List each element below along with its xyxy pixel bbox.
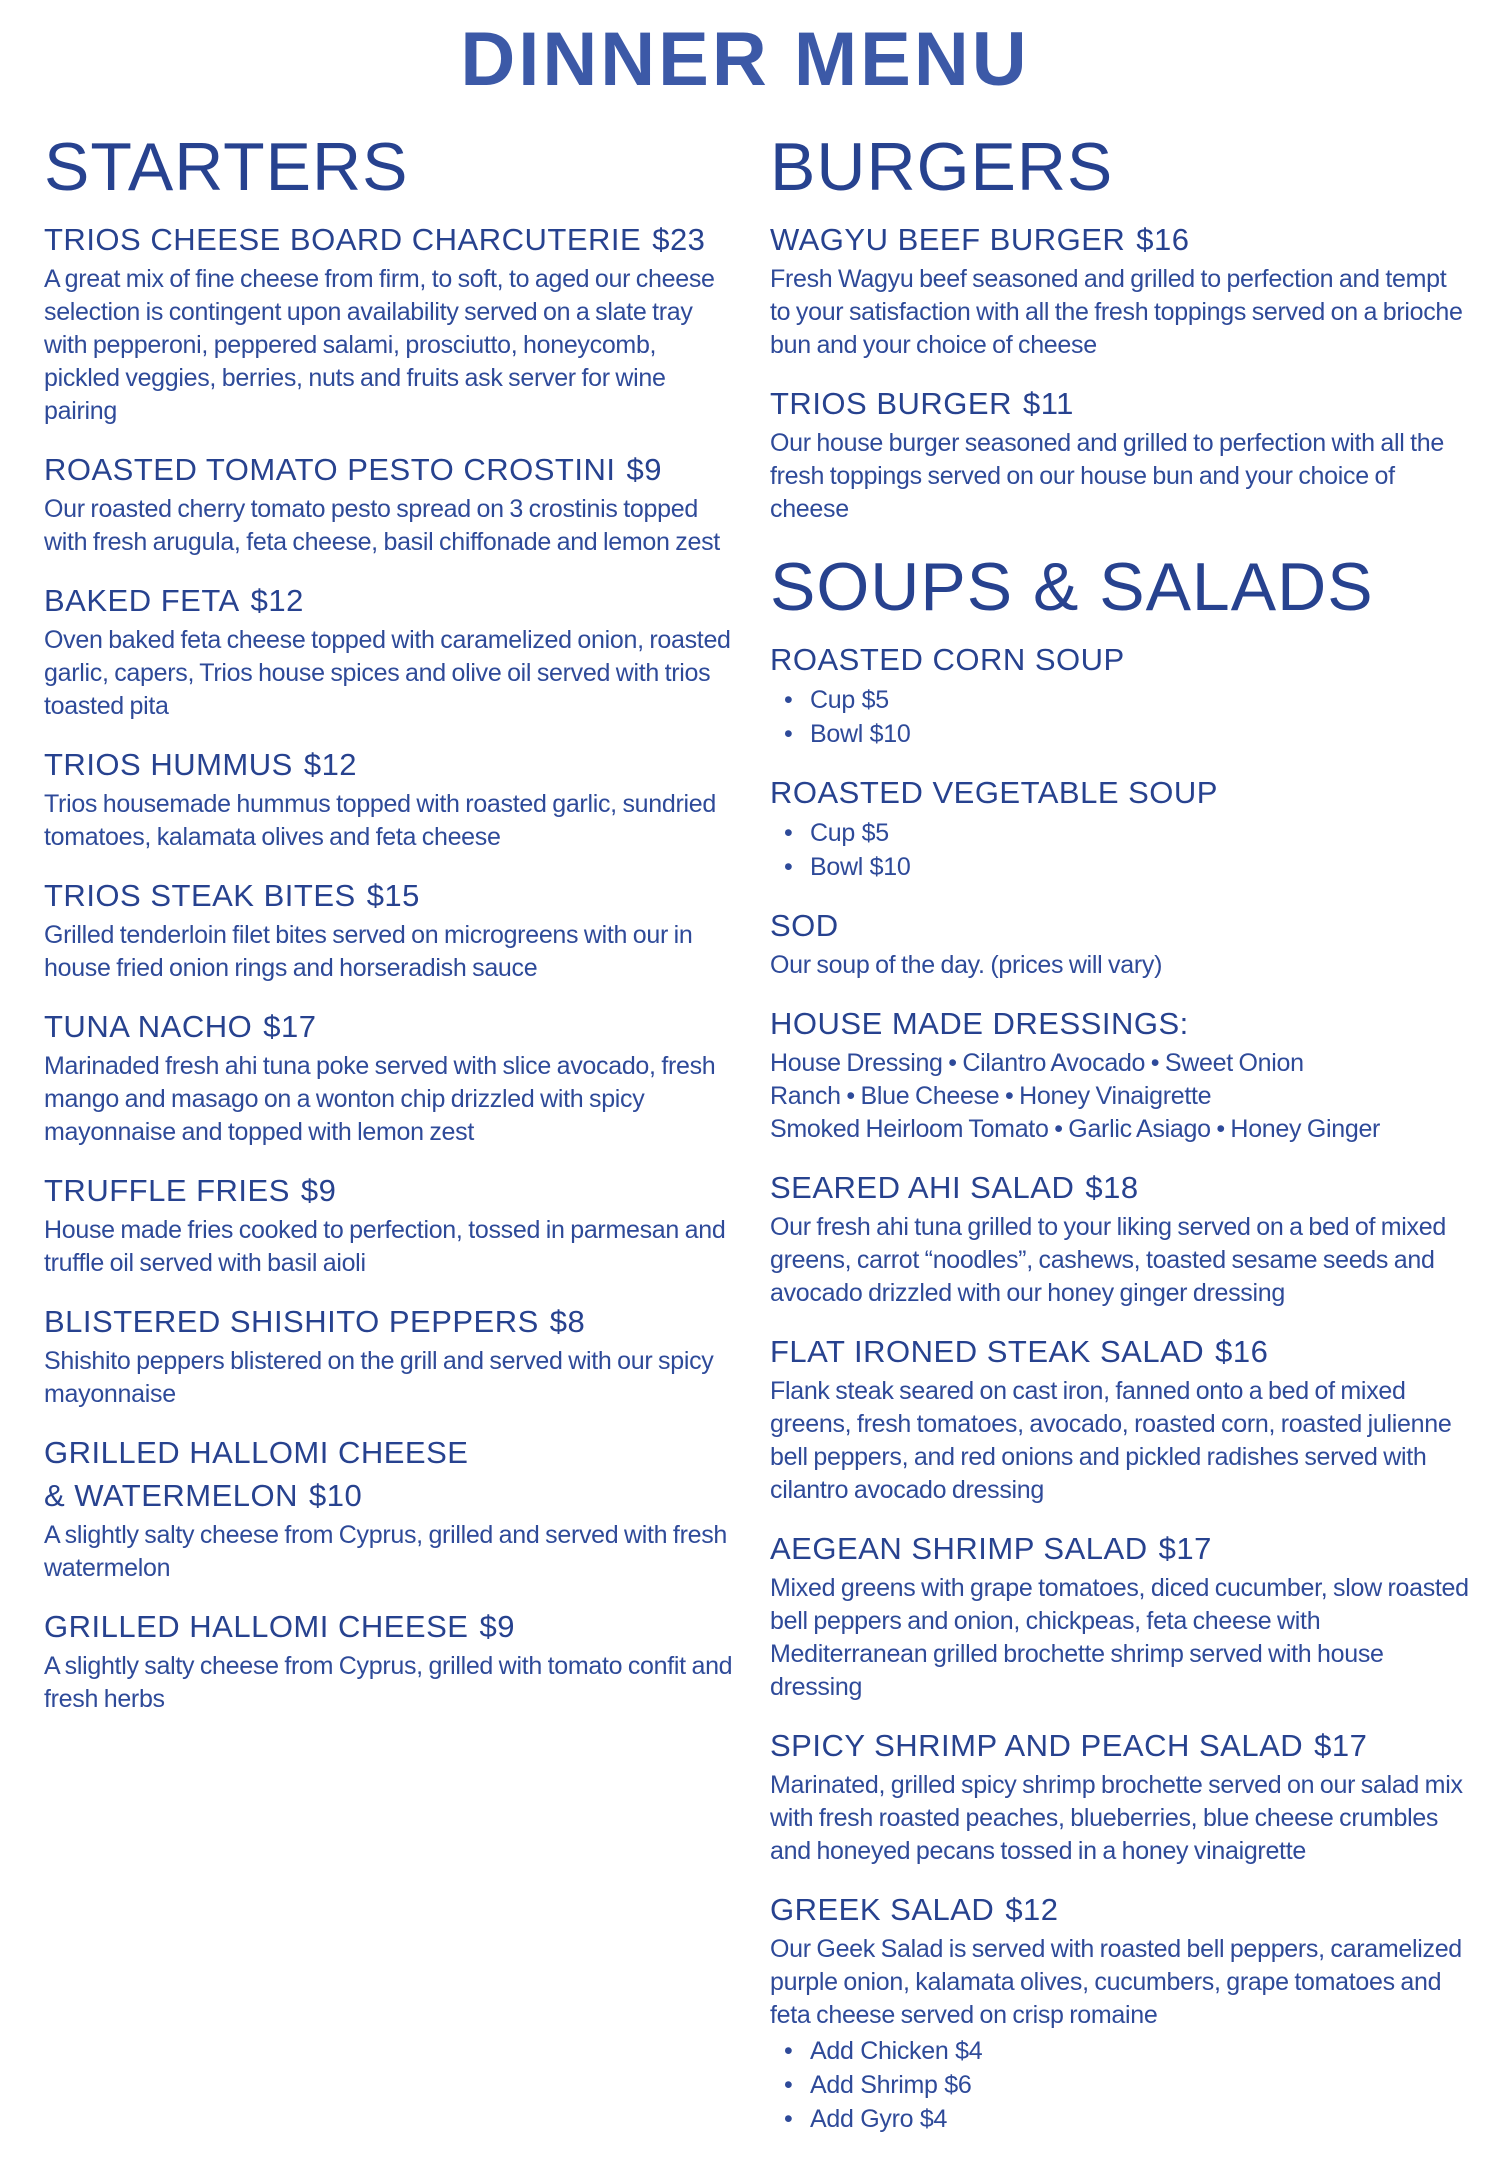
item-options-list xyxy=(770,683,1470,751)
item-name-text: ROASTED TOMATO PESTO CROSTINI xyxy=(44,452,616,487)
item-name xyxy=(44,1007,734,1047)
item-option: • Add Gyro $4 xyxy=(770,2102,1470,2136)
menu-section-burgers xyxy=(770,128,1470,526)
item-price: $12 xyxy=(250,583,304,618)
menu-item xyxy=(770,1168,1470,1310)
item-name xyxy=(770,1529,1470,1569)
item-name xyxy=(44,1607,734,1647)
item-price: $12 xyxy=(1005,1892,1059,1927)
menu-item xyxy=(44,1007,734,1149)
item-description: Marinaded fresh ahi tuna poke served with slice avocado, fresh mango and masago on a wonton chip drizzled with spicy mayonnaise and topped with lemon zest xyxy=(44,1052,716,1146)
item-name xyxy=(770,220,1470,260)
item-price: $18 xyxy=(1085,1170,1139,1205)
item-description: Fresh Wagyu beef seasoned and grilled to perfection and tempt to your satisfaction with all the fresh toppings served on a brioche bun and your choice of cheese xyxy=(770,265,1463,359)
item-price: $16 xyxy=(1215,1334,1269,1369)
item-description: Mixed greens with grape tomatoes, diced cucumber, slow roasted bell peppers and onion, chickpeas, feta cheese with Mediterranean grilled brochette shrimp served with house dressing xyxy=(770,1574,1469,1701)
item-price: $23 xyxy=(652,222,706,257)
item-name-text: TRIOS BURGER xyxy=(770,386,1012,421)
dinner-menu-page xyxy=(0,16,1490,2133)
item-description: Our Geek Salad is served with roasted bell peppers, caramelized purple onion, kalamata olives, cucumbers, grape tomatoes and feta cheese served on crisp romaine xyxy=(770,1935,1462,2029)
item-name xyxy=(770,384,1470,424)
menu-item xyxy=(770,220,1470,362)
item-description: Our soup of the day. (prices will vary) xyxy=(770,951,1163,979)
item-price: $12 xyxy=(303,747,358,782)
item-description: Shishito peppers blistered on the grill and served with our spicy mayonnaise xyxy=(44,1347,714,1408)
menu-item xyxy=(770,1004,1470,1146)
menu-item xyxy=(44,745,734,854)
item-description: Our house burger seasoned and grilled to perfection with all the fresh toppings served on our house bun and your choice of cheese xyxy=(770,429,1445,523)
item-name xyxy=(44,1302,734,1342)
item-name-line2 xyxy=(44,1476,734,1516)
item-name xyxy=(44,1171,734,1211)
item-name xyxy=(44,1433,734,1473)
item-name-text: & WATERMELON xyxy=(44,1478,299,1513)
item-name xyxy=(44,220,734,260)
item-price: $16 xyxy=(1136,222,1190,257)
item-option: • Cup $5 xyxy=(770,816,1470,850)
right-column xyxy=(770,128,1470,2158)
item-name-text: GRILLED HALLOMI CHEESE xyxy=(44,1609,469,1644)
section-heading-starters: STARTERS xyxy=(44,129,409,205)
item-description-line: Smoked Heirloom Tomato • Garlic Asiago • Honey Ginger xyxy=(770,1115,1381,1143)
item-option: • Add Shrimp $6 xyxy=(770,2068,1470,2102)
item-name xyxy=(770,1890,1470,1930)
item-name-text: BAKED FETA xyxy=(44,583,240,618)
item-name-text: BLISTERED SHISHITO PEPPERS xyxy=(44,1304,539,1339)
item-name xyxy=(770,906,1470,946)
item-name-text: ROASTED CORN SOUP xyxy=(770,642,1125,677)
item-description: House made fries cooked to perfection, tossed in parmesan and truffle oil served with basil aioli xyxy=(44,1216,726,1277)
item-option: • Cup $5 xyxy=(770,683,1470,717)
item-description-line: House Dressing • Cilantro Avocado • Sweet Onion xyxy=(770,1049,1304,1077)
item-option: • Bowl $10 xyxy=(770,850,1470,884)
menu-columns xyxy=(0,128,1490,2158)
item-description: A great mix of fine cheese from firm, to soft, to aged our cheese selection is contingent upon availability served on a slate tray with pepperoni, peppered salami, prosciutto, honeycomb, pickled veggies, berries, nuts and fruits ask server for wine pairing xyxy=(44,265,715,425)
item-name xyxy=(44,450,734,490)
item-name-text: GRILLED HALLOMI CHEESE xyxy=(44,1435,469,1470)
item-name xyxy=(770,1726,1470,1766)
section-heading-soups-salads: SOUPS & SALADS xyxy=(770,549,1374,625)
menu-item xyxy=(770,1890,1470,2136)
menu-section-soups-salads xyxy=(770,548,1470,2136)
item-description: Trios housemade hummus topped with roasted garlic, sundried tomatoes, kalamata olives and feta cheese xyxy=(44,790,716,851)
item-name xyxy=(770,640,1470,680)
menu-item xyxy=(770,906,1470,982)
item-name-text: TRIOS HUMMUS xyxy=(44,747,293,782)
item-name xyxy=(770,1168,1470,1208)
item-description-line: Ranch • Blue Cheese • Honey Vinaigrette xyxy=(770,1082,1212,1110)
item-description: Our fresh ahi tuna grilled to your liking served on a bed of mixed greens, carrot “noodles”, cashews, toasted sesame seeds and avocado drizzled with our honey ginger dressing xyxy=(770,1213,1446,1307)
item-description: Marinated, grilled spicy shrimp brochette served on our salad mix with fresh roasted peaches, blueberries, blue cheese crumbles and honeyed pecans tossed in a honey vinaigrette xyxy=(770,1771,1463,1865)
item-description: Our roasted cherry tomato pesto spread on 3 crostinis topped with fresh arugula, feta cheese, basil chiffonade and lemon zest xyxy=(44,495,720,556)
item-name-text: SPICY SHRIMP AND PEACH SALAD xyxy=(770,1728,1304,1763)
item-description: A slightly salty cheese from Cyprus, grilled with tomato confit and fresh herbs xyxy=(44,1652,733,1713)
menu-item xyxy=(44,1171,734,1280)
page-title: DINNER MENU xyxy=(460,17,1030,102)
item-name-text: TUNA NACHO xyxy=(44,1009,253,1044)
item-name-text: TRIOS STEAK BITES xyxy=(44,878,356,913)
item-price: $17 xyxy=(1314,1728,1368,1763)
menu-item xyxy=(770,773,1470,884)
item-price: $17 xyxy=(1158,1531,1212,1566)
item-name xyxy=(44,745,734,785)
item-name xyxy=(770,773,1470,813)
item-option: • Add Chicken $4 xyxy=(770,2034,1470,2068)
item-name-text: AEGEAN SHRIMP SALAD xyxy=(770,1531,1148,1566)
menu-item xyxy=(770,640,1470,751)
item-price: $9 xyxy=(300,1173,337,1208)
item-name-text: TRIOS CHEESE BOARD CHARCUTERIE xyxy=(44,222,642,257)
item-price: $15 xyxy=(366,878,420,913)
menu-item xyxy=(44,1607,734,1716)
item-price: $10 xyxy=(309,1478,363,1513)
menu-item xyxy=(770,384,1470,526)
menu-item xyxy=(44,581,734,723)
item-price: $17 xyxy=(263,1009,317,1044)
item-name-text: WAGYU BEEF BURGER xyxy=(770,222,1126,257)
menu-item xyxy=(44,1433,734,1585)
item-description: Oven baked feta cheese topped with caramelized onion, roasted garlic, capers, Trios house spices and olive oil served with trios toasted pita xyxy=(44,626,731,720)
item-name-text: TRUFFLE FRIES xyxy=(44,1173,290,1208)
item-name-text: ROASTED VEGETABLE SOUP xyxy=(770,775,1218,810)
item-options-list xyxy=(770,816,1470,884)
menu-item xyxy=(44,220,734,428)
left-column xyxy=(44,128,734,2158)
menu-item xyxy=(44,450,734,559)
menu-item xyxy=(770,1726,1470,1868)
item-name xyxy=(770,1332,1470,1372)
menu-section-starters xyxy=(44,128,734,1716)
item-name-text: SOD xyxy=(770,908,839,943)
item-name-text: FLAT IRONED STEAK SALAD xyxy=(770,1334,1205,1369)
item-description: Grilled tenderloin filet bites served on microgreens with our in house fried onion rings and horseradish sauce xyxy=(44,921,693,982)
item-description: A slightly salty cheese from Cyprus, grilled and served with fresh watermelon xyxy=(44,1521,728,1582)
menu-item xyxy=(44,876,734,985)
item-name xyxy=(44,581,734,621)
section-heading-burgers: BURGERS xyxy=(770,129,1114,205)
item-name-text: SEARED AHI SALAD xyxy=(770,1170,1075,1205)
item-price: $8 xyxy=(549,1304,586,1339)
item-price: $9 xyxy=(626,452,662,487)
item-name xyxy=(770,1004,1470,1044)
menu-item xyxy=(770,1332,1470,1507)
item-price: $11 xyxy=(1022,386,1074,421)
menu-item xyxy=(44,1302,734,1411)
item-price: $9 xyxy=(479,1609,515,1644)
item-options-list xyxy=(770,2034,1470,2136)
item-option: • Bowl $10 xyxy=(770,717,1470,751)
menu-item xyxy=(770,1529,1470,1704)
item-name-text: GREEK SALAD xyxy=(770,1892,995,1927)
item-description: Flank steak seared on cast iron, fanned onto a bed of mixed greens, fresh tomatoes, avocado, roasted corn, roasted julienne bell peppers, and red onions and pickled radishes served with cilantro avocado dressing xyxy=(770,1377,1452,1504)
item-name xyxy=(44,876,734,916)
item-name-text: HOUSE MADE DRESSINGS: xyxy=(770,1006,1189,1041)
